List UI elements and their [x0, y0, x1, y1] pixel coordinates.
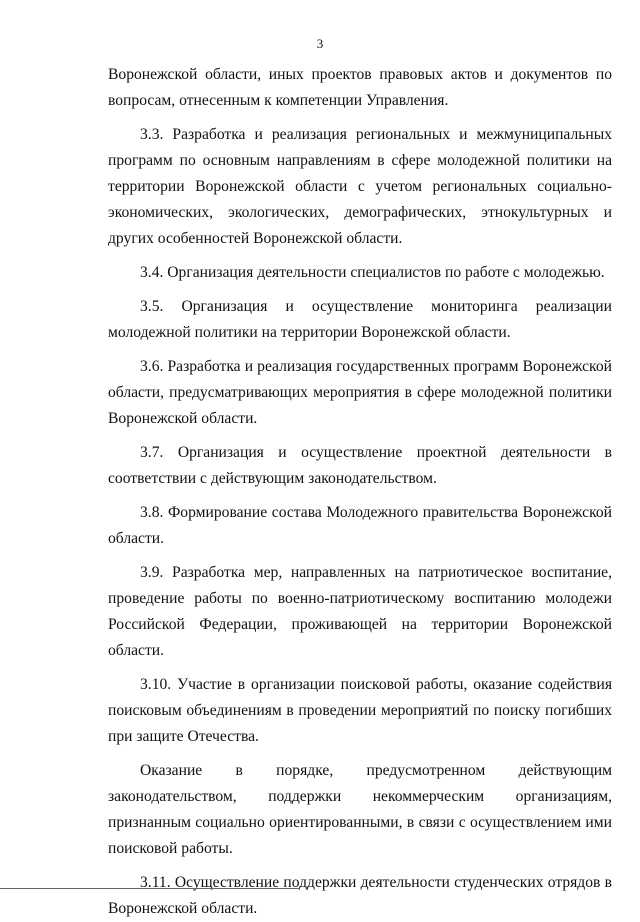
paragraph-3-5: 3.5. Организация и осуществление мониторинга реализации молодежной политики на территории Воронежской области. — [108, 298, 612, 341]
paragraph-support: Оказание в порядке, предусмотренном действующим законодательством, поддержки некоммерческим организациям, признанным социально ориентированными, в связи с осуществлением ими поисковой работы. — [108, 762, 612, 857]
paragraph-3-6: 3.6. Разработка и реализация государственных программ Воронежской области, предусматривающих мероприятия в сфере молодежной политики Воронежской области. — [108, 358, 612, 427]
paragraph-3-7: 3.7. Организация и осуществление проектной деятельности в соответствии с действующим законодательством. — [108, 444, 612, 487]
paragraph-continuation: Воронежской области, иных проектов правовых актов и документов по вопросам, отнесенным к компетенции Управления. — [108, 66, 612, 109]
paragraph-3-3: 3.3. Разработка и реализация региональных и межмуниципальных программ по основным направлениям в сфере молодежной политики на территории Воронежской области с учетом региональных социально-экономических, экологических, демографических, этнокультурных и других особенностей Воронежской области. — [108, 126, 612, 247]
paragraph-3-11: 3.11. Осуществление поддержки деятельности студенческих отрядов в Воронежской области. — [108, 874, 612, 917]
bottom-divider — [0, 888, 300, 889]
paragraph-3-9: 3.9. Разработка мер, направленных на патриотическое воспитание, проведение работы по военно-патриотическому воспитанию молодежи Российской Федерации, проживающей на территории Воронежской области. — [108, 564, 612, 659]
document-body — [108, 62, 612, 922]
paragraph-3-10: 3.10. Участие в организации поисковой работы, оказание содействия поисковым объединениям в проведении мероприятий по поиску погибших при защите Отечества. — [108, 676, 612, 745]
paragraph-3-8: 3.8. Формирование состава Молодежного правительства Воронежской области. — [108, 504, 612, 547]
paragraph-3-4: 3.4. Организация деятельности специалистов по работе с молодежью. — [140, 264, 605, 281]
page-number: 3 — [316, 36, 324, 51]
